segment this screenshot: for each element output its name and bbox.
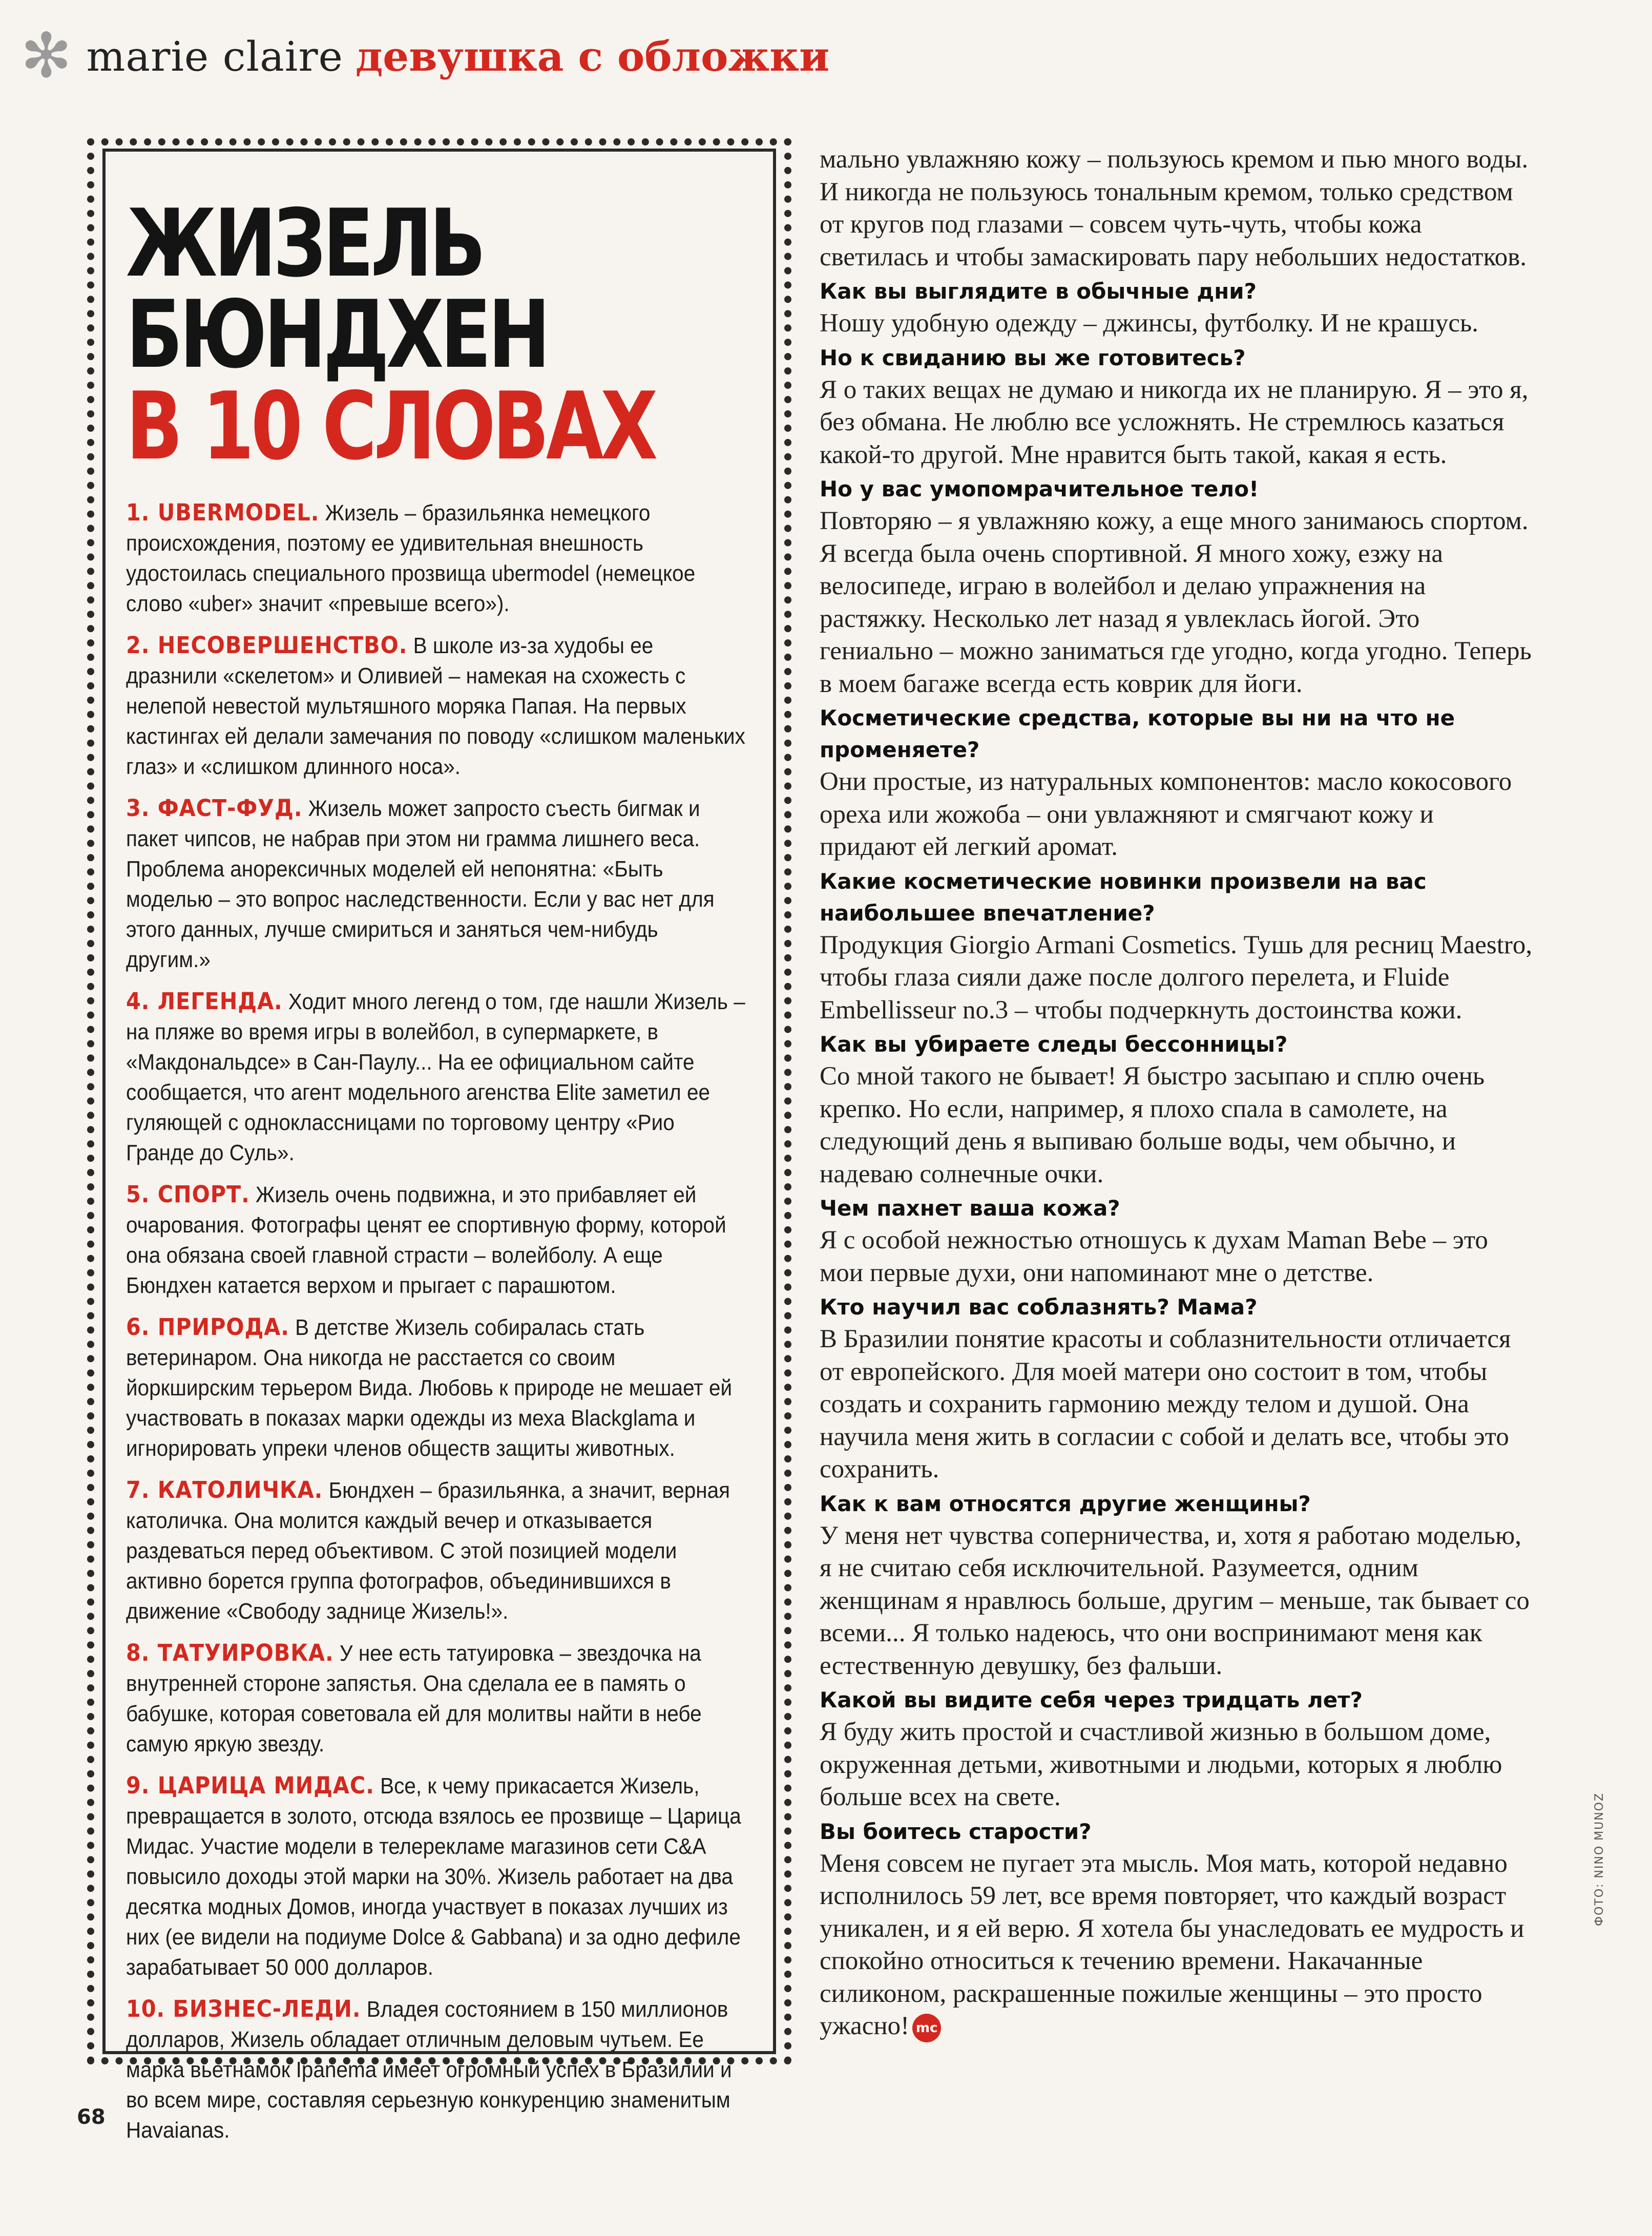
answer-text: Меня совсем не пугает эта мысль. Моя мать, которой недавно исполнилось 59 лет, все время повторяет, что каждый возраст уникален, и я ей верю. Я хотела бы унаследовать ее мудрость и спокойно относиться к течению времени. Накачанные силиконом, раскрашенные пожилые женщины – это просто ужасно! [820, 1849, 1524, 2040]
photo-credit: ФОТО: NINO MUNOZ [1593, 1792, 1606, 1926]
question-text: Как к вам относятся другие женщины? [820, 1491, 1311, 1516]
mc-end-mark-icon: mc [912, 2014, 941, 2042]
answer-text: Они простые, из натуральных компонентов: масло кокосового ореха или жожоба – они увлажняют и смягчают кожу и придают ей легкий аромат. [820, 767, 1512, 861]
interview-question [820, 1488, 1534, 1520]
list-item-heading: 4. ЛЕГЕНДА. [126, 988, 283, 1015]
interview-question [820, 702, 1534, 766]
list-item-text: Жизель может запросто съесть бигмак и пакет чипсов, не набрав при этом ни грамма лишнего веса. Проблема анорексичных моделей ей непонятна: «Быть моделью – это вопрос наследственности. Если у вас нет для этого данных, лучше смириться и заняться чем-нибудь другим.» [126, 796, 715, 973]
list-item [126, 630, 747, 782]
list-item [126, 1638, 747, 1759]
interview-question [820, 473, 1534, 505]
question-text: Но к свиданию вы же готовитесь? [820, 345, 1246, 370]
answer-text: Я буду жить простой и счастливой жизнью в большом доме, окруженная детьми, животными и людьми, которых я люблю больше всех на свете. [820, 1718, 1502, 1811]
list-item-heading: 10. БИЗНЕС-ЛЕДИ. [126, 1995, 361, 2023]
page-number: 68 [77, 2105, 106, 2129]
answer-text: Продукция Giorgio Armani Cosmetics. Тушь для ресниц Maestro, чтобы глаза сияли даже после долгого перелета, и Fluide Embellisseur no.3 – чтобы подчеркнуть достоинства кожи. [820, 930, 1533, 1025]
answer-text: Я о таких вещах не думаю и никогда их не планирую. Я – это я, без обмана. Не люблю все усложнять. Не стремлюсь казаться какой-то другой. Мне нравится быть такой, какая я есть. [820, 375, 1529, 469]
answer-text: мально увлажняю кожу – пользуюсь кремом и пью много воды. И никогда не пользуюсь тональным кремом, только средством от кругов под глазами – совсем чуть-чуть, чтобы кожа светилась и чтобы замаскировать пару небольших недостатков. [820, 145, 1529, 271]
list-item [126, 793, 747, 975]
interview-answer [820, 1060, 1534, 1190]
list-item-heading: 2. НЕСОВЕРШЕНСТВО. [126, 632, 408, 659]
interview-question [820, 276, 1534, 307]
interview-answer [820, 929, 1534, 1027]
interview-answer [820, 143, 1534, 274]
answer-text: В Бразилии понятие красоты и соблазнительности отличается от европейского. Для моей матери оно состоит в том, чтобы создать и сохранить гармонию между телом и душой. Она научила меня жить в согласии с собой и делать все, чтобы это сохранить. [820, 1325, 1511, 1483]
interview-answer [820, 505, 1534, 700]
interview-question [820, 1291, 1534, 1323]
article-title [126, 189, 747, 480]
list-item [126, 1179, 747, 1301]
list-item-text: Жизель очень подвижна, и это прибавляет ей очарования. Фотографы ценят ее спортивную форму, которой она обязана своей главной страсти – волейболу. А еще Бюндхен катается верхом и прыгает с парашютом. [126, 1182, 726, 1299]
list-item [126, 1475, 747, 1626]
list-item-text: В школе из-за худобы ее дразнили «скелетом» и Оливией – намекая на схожесть с нелепой невестой мультяшного моряка Папая. На первых кастингах ей делали замечания по поводу «слишком маленьких глаз» и «слишком длинного носа». [126, 633, 745, 780]
interview-answer [820, 307, 1534, 340]
answer-text: Повторяю – я увлажняю кожу, а еще много занимаюсь спортом. Я всегда была очень спортивной. Я много хожу, езжу на велосипеде, играю в волейбол и делаю упражнения на растяжку. Несколько лет назад я увлеклась йогой. Это гениально – можно заниматься где угодно, когда угодно. Теперь в моем багаже всегда есть коврик для йоги. [820, 507, 1532, 698]
question-text: Как вы убираете следы бессонницы? [820, 1032, 1288, 1057]
list-item-text: Жизель – бразильянка немецкого происхождения, поэтому ее удивительная внешность удостоилась специального прозвища ubermodel (немецкое слово «uber» значит «превыше всего»). [126, 500, 696, 617]
question-text: Как вы выглядите в обычные дни? [820, 279, 1257, 304]
interview-answer [820, 1848, 1534, 2043]
interview-question [820, 1193, 1534, 1224]
answer-text: У меня нет чувства соперничества, и, хотя я работаю моделью, я не считаю себя исключительной. Разумеется, одним женщинам я нравлюсь больше, другим – меньше, так бывает со всеми... Я только надеюсь, что они воспринимают меня как естественную девушку, без фальши. [820, 1521, 1530, 1680]
question-text: Вы боитесь старости? [820, 1819, 1092, 1844]
list-item-text: Владея состоянием в 150 миллионов долларов, Жизель обладает отличным деловым чутьем. Ее марка вьетнамок Ipanema имеет огромный успех в Бразилии и во всем мире, составляя серьезную конкуренцию знаменитым Havaianas. [126, 1997, 732, 2143]
asterisk-icon: ✻ [20, 20, 72, 92]
list-item [126, 1770, 747, 1982]
title-line-1: ЖИЗЕЛЬ БЮНДХЕН [126, 189, 548, 389]
interview-question [820, 342, 1534, 374]
list-item-text: Бюндхен – бразильянка, а значит, верная католичка. Она молится каждый вечер и отказывается раздеваться перед объективом. С этой позицией модели активно борется группа фотографов, объединившихся в движение «Свободу заднице Жизель!». [126, 1478, 730, 1624]
section-title: девушка с обложки [355, 32, 830, 80]
interview-question [820, 1684, 1534, 1716]
question-text: Какие косметические новинки произвели на вас наибольшее впечатление? [820, 868, 1427, 926]
interview-answer [820, 374, 1534, 472]
answer-text: Ношу удобную одежду – джинсы, футболку. И не крашусь. [820, 309, 1478, 338]
question-text: Косметические средства, которые вы ни на что не променяете? [820, 705, 1455, 762]
list-item-heading: 1. UBERMODEL. [126, 499, 320, 527]
question-text: Какой вы видите себя через тридцать лет? [820, 1687, 1363, 1712]
interview-answer [820, 1224, 1534, 1289]
question-text: Чем пахнет ваша кожа? [820, 1196, 1120, 1221]
list-item-text: В детстве Жизель собиралась стать ветеринаром. Она никогда не расстается со своим йоркширским терьером Вида. Любовь к природе не мешает ей участвовать в показах марки одежды из меха Blackglama и игнорировать упреки членов обществ защиты животных. [126, 1315, 733, 1461]
ten-words-list [126, 497, 747, 2145]
list-item-heading: 5. СПОРТ. [126, 1181, 250, 1208]
interview-answer [820, 766, 1534, 864]
list-item-heading: 9. ЦАРИЦА МИДАС. [126, 1772, 374, 1800]
answer-text: Я с особой нежностью отношусь к духам Maman Bebe – это мои первые духи, они напоминают мне о детстве. [820, 1226, 1488, 1287]
list-item [126, 1994, 747, 2145]
interview-answer [820, 1716, 1534, 1814]
list-item [126, 1312, 747, 1464]
interview-answer [820, 1520, 1534, 1683]
list-item [126, 497, 747, 619]
interview-question [820, 866, 1534, 929]
question-text: Кто научил вас соблазнять? Мама? [820, 1294, 1258, 1320]
list-item-heading: 6. ПРИРОДА. [126, 1313, 289, 1341]
list-item [126, 986, 747, 1168]
list-item-text: У нее есть татуировка – звездочка на внутренней стороне запястья. Она сделала ее в память о бабушке, которая советовала ей для молитвы найти в небе самую яркую звезду. [126, 1641, 702, 1757]
interview-answer [820, 1323, 1534, 1486]
list-item-heading: 3. ФАСТ-ФУД. [126, 795, 303, 822]
list-item-text: Ходит много легенд о том, где нашли Жизель – на пляже во время игры в волейбол, в супермаркете, в «Макдональдсе» в Сан-Паулу... На ее официальном сайте сообщается, что агент модельного агенства Elite заметил ее гуляющей с одноклассницами по торговому центру «Рио Гранде до Суль». [126, 989, 745, 1166]
list-item-heading: 7. КАТОЛИЧКА. [126, 1476, 323, 1504]
interview-question [820, 1816, 1534, 1848]
interview-question [820, 1029, 1534, 1060]
interview-column [820, 143, 1534, 2043]
question-text: Но у вас умопомрачительное тело! [820, 476, 1259, 501]
magazine-brand: marie claire [86, 32, 343, 80]
page-header [20, 20, 829, 92]
list-item-text: Все, к чему прикасается Жизель, превращается в золото, отсюда взялось ее прозвище – Царица Мидас. Участие модели в телерекламе магазинов сети C&A повысило доходы этой марки на 30%. Жизель работает на два десятка модных Домов, иногда участвует в показах лучших из них (ее видели на подиуме Dolce & Gabbana) и за одно дефиле зарабатывает 50 000 долларов. [126, 1773, 741, 1980]
answer-text: Со мной такого не бывает! Я быстро засыпаю и сплю очень крепко. Но если, например, я плохо спала в самолете, на следующий день я выпиваю больше воды, чем обычно, и надеваю солнечные очки. [820, 1062, 1485, 1188]
list-item-heading: 8. ТАТУИРОВКА. [126, 1639, 334, 1667]
sidebar-box [102, 149, 776, 2143]
title-line-2: В 10 СЛОВАХ [126, 371, 655, 480]
